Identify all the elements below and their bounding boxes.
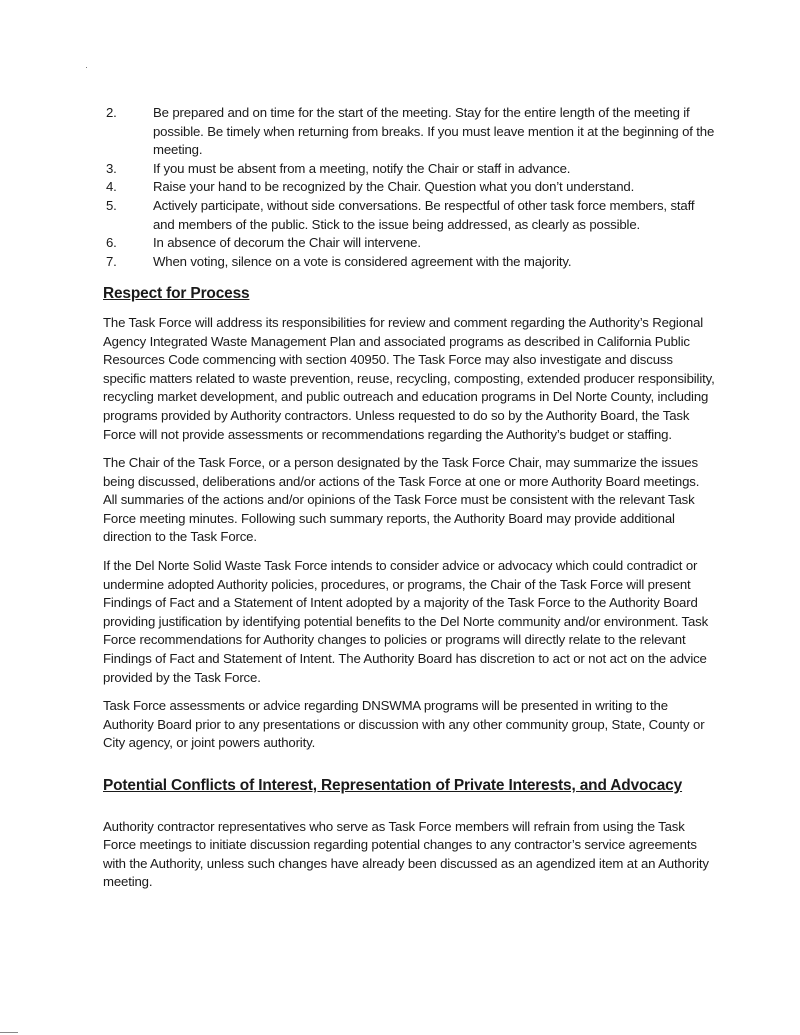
list-item [103,197,715,234]
section-heading-conflicts-of-interest: Potential Conflicts of Interest, Representation of Private Interests, and Advocacy [103,777,683,794]
list-number: 4. [106,179,117,195]
list-text: Actively participate, without side conversations. Be respectful of other task force members, staff and members of the public. Stick to the issue being addressed, as clearly as possible. [153,197,695,232]
list-number: 5. [106,197,117,213]
paragraph: If the Del Norte Solid Waste Task Force intends to consider advice or advocacy which could contradict or undermine adopted Authority policies, procedures, or programs, the Chair of the Task Force will present Findings of Fact and a Statement of Intent adopted by a majority of the Task Force to the Authority Board providing justification by identifying potential benefits to the Del Norte community and/or environment. Task Force recommendations for Authority changes to policies or programs will directly relate to the relevant Findings of Fact and Statement of Intent. The Authority Board has discretion to act or not act on the advice provided by the Task Force. [103,558,709,685]
list-number: 6. [106,235,117,251]
list-number: 7. [106,253,117,269]
list-item [103,234,715,253]
list-item [103,253,715,272]
list-text: Raise your hand to be recognized by the Chair. Question what you don’t understand. [153,179,635,195]
document-body [103,104,715,902]
paragraph: The Chair of the Task Force, or a person designated by the Task Force Chair, may summarize the issues being discussed, deliberations and/or actions of the Task Force at one or more Authority Board meetings. All summaries of the actions and/or opinions of the Task Force must be consistent with the relevant Task Force meeting minutes. Following such summary reports, the Authority Board may provide additional direction to the Task Force. [103,455,700,545]
list-text: If you must be absent from a meeting, notify the Chair or staff in advance. [153,160,571,176]
section-heading-respect-for-process: Respect for Process [103,285,250,303]
paragraph: Authority contractor representatives who serve as Task Force members will refrain from using the Task Force meetings to initiate discussion regarding potential changes to any contractor’s service agreements with the Authority, unless such changes have already been discussed as an agendized item at an Authority meeting. [103,818,709,890]
list-text: When voting, silence on a vote is considered agreement with the majority. [153,253,572,269]
scan-speck [86,67,87,68]
scan-edge-mark [0,1032,18,1033]
list-item [103,160,715,179]
list-text: Be prepared and on time for the start of the meeting. Stay for the entire length of the meeting if possible. Be timely when returning from breaks. If you must leave mention it at the beginning of the meeting. [153,105,715,158]
list-number: 3. [106,160,117,176]
paragraph: Task Force assessments or advice regarding DNSWMA programs will be presented in writing to the Authority Board prior to any presentations or discussion with any other community group, State, County or City agency, or joint powers authority. [103,698,705,751]
list-item [103,104,715,160]
list-number: 2. [106,105,117,120]
conduct-rules-list [103,104,715,271]
list-text: In absence of decorum the Chair will intervene. [153,235,421,251]
list-item [103,178,715,197]
paragraph: The Task Force will address its responsibilities for review and comment regarding the Authority’s Regional Agency Integrated Waste Management Plan and associated programs as described in California Public Resources Code commencing with section 40950. The Task Force may also investigate and discuss specific matters related to waste prevention, reuse, recycling, composting, extended producer responsibility, recycling market development, and public outreach and education programs in Del Norte County, including programs provided by Authority contractors. Unless requested to do so by the Authority Board, the Task Force will not provide assessments or recommendations regarding the Authority’s budget or staffing. [103,314,715,442]
